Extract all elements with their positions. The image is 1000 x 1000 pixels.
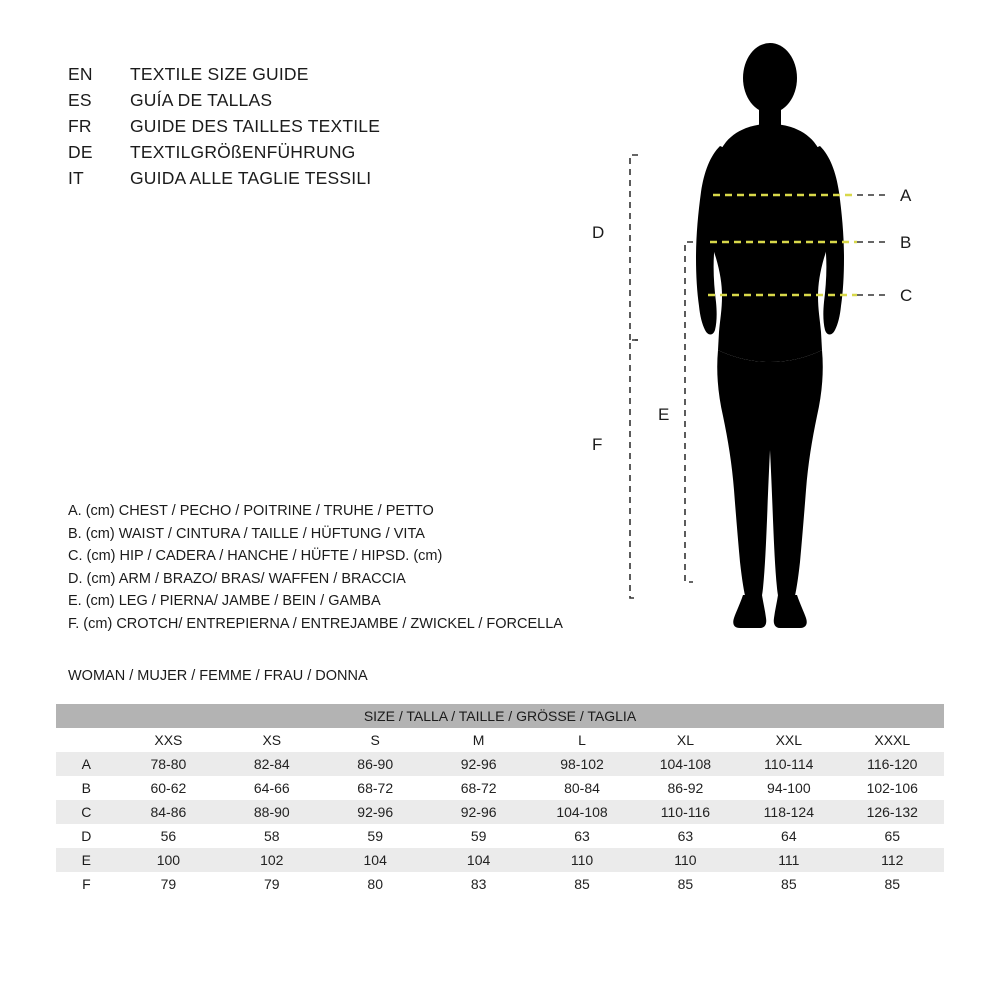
- measure-leader-lines: [857, 195, 890, 295]
- title-text-fr: GUIDE DES TAILLES TEXTILE: [130, 116, 381, 136]
- cell-f-xxl: 85: [737, 872, 840, 896]
- size-table: [56, 704, 944, 896]
- label-b: B: [900, 233, 912, 252]
- table-header-l: L: [530, 728, 633, 752]
- table-header-xl: XL: [634, 728, 737, 752]
- title-lang-es: ES: [68, 90, 92, 110]
- body-measurement-diagram: [560, 20, 980, 660]
- table-title: SIZE / TALLA / TAILLE / GRÖSSE / TAGLIA: [56, 704, 944, 728]
- cell-c-xs: 88-90: [220, 800, 323, 824]
- cell-e-xxs: 100: [117, 848, 220, 872]
- table-row: [56, 776, 944, 800]
- cell-e-m: 104: [427, 848, 530, 872]
- cell-e-l: 110: [530, 848, 633, 872]
- table-header-xxxl: XXXL: [841, 728, 944, 752]
- title-text-it: GUIDA ALLE TAGLIE TESSILI: [130, 168, 372, 188]
- table-header-m: M: [427, 728, 530, 752]
- cell-d-xxl: 64: [737, 824, 840, 848]
- table-row: [56, 848, 944, 872]
- title-lang-en: EN: [68, 64, 93, 84]
- label-c: C: [900, 286, 913, 305]
- cell-f-l: 85: [530, 872, 633, 896]
- cell-f-xl: 85: [634, 872, 737, 896]
- legend-item-f: F. (cm) CROTCH/ ENTREPIERNA / ENTREJAMBE / ZWICKEL / FORCELLA: [68, 615, 563, 632]
- cell-c-s: 92-96: [324, 800, 427, 824]
- row-label-d: D: [56, 824, 117, 848]
- row-label-e: E: [56, 848, 117, 872]
- cell-d-s: 59: [324, 824, 427, 848]
- table-header-s: S: [324, 728, 427, 752]
- cell-a-m: 92-96: [427, 752, 530, 776]
- label-f: F: [592, 435, 603, 454]
- table-row: [56, 752, 944, 776]
- cell-b-s: 68-72: [324, 776, 427, 800]
- female-silhouette-icon: [696, 43, 844, 628]
- title-lang-de: DE: [68, 142, 93, 162]
- label-d: D: [592, 223, 605, 242]
- cell-a-xxl: 110-114: [737, 752, 840, 776]
- title-text-es: GUÍA DE TALLAS: [130, 90, 273, 110]
- cell-f-xxxl: 85: [841, 872, 944, 896]
- cell-c-xl: 110-116: [634, 800, 737, 824]
- title-row: [68, 90, 528, 116]
- title-row: [68, 116, 528, 142]
- table-row: [56, 800, 944, 824]
- cell-a-l: 98-102: [530, 752, 633, 776]
- cell-e-xxxl: 112: [841, 848, 944, 872]
- bracket-d: [630, 155, 638, 340]
- title-text-de: TEXTILGRÖßENFÜHRUNG: [130, 142, 356, 162]
- cell-a-xs: 82-84: [220, 752, 323, 776]
- cell-c-xxl: 118-124: [737, 800, 840, 824]
- cell-f-xxs: 79: [117, 872, 220, 896]
- cell-b-xxl: 94-100: [737, 776, 840, 800]
- legend-item-e: E. (cm) LEG / PIERNA/ JAMBE / BEIN / GAMBA: [68, 593, 381, 609]
- cell-c-l: 104-108: [530, 800, 633, 824]
- row-label-a: A: [56, 752, 117, 776]
- row-label-c: C: [56, 800, 117, 824]
- cell-d-xxxl: 65: [841, 824, 944, 848]
- cell-d-xl: 63: [634, 824, 737, 848]
- legend-item-d: D. (cm) ARM / BRAZO/ BRAS/ WAFFEN / BRACCIA: [68, 570, 406, 587]
- row-label-b: B: [56, 776, 117, 800]
- cell-c-xxs: 84-86: [117, 800, 220, 824]
- cell-b-xl: 86-92: [634, 776, 737, 800]
- title-row: [68, 64, 528, 90]
- cell-a-xxxl: 116-120: [841, 752, 944, 776]
- title-lang-fr: FR: [68, 116, 92, 136]
- table-title-row: [56, 704, 944, 728]
- cell-e-xs: 102: [220, 848, 323, 872]
- label-a: A: [900, 186, 912, 205]
- cell-f-m: 83: [427, 872, 530, 896]
- cell-b-xxxl: 102-106: [841, 776, 944, 800]
- cell-e-xxl: 111: [737, 848, 840, 872]
- table-header-xxl: XXL: [737, 728, 840, 752]
- label-e: E: [658, 405, 670, 424]
- cell-b-l: 80-84: [530, 776, 633, 800]
- cell-a-s: 86-90: [324, 752, 427, 776]
- table-header-corner: [56, 728, 117, 752]
- cell-b-xs: 64-66: [220, 776, 323, 800]
- row-label-f: F: [56, 872, 117, 896]
- table-header-xxs: XXS: [117, 728, 220, 752]
- cell-b-m: 68-72: [427, 776, 530, 800]
- table-row: [56, 872, 944, 896]
- legend-item-c: C. (cm) HIP / CADERA / HANCHE / HÜFTE / HIPSD. (cm): [68, 548, 443, 564]
- table-header-xs: XS: [220, 728, 323, 752]
- cell-a-xl: 104-108: [634, 752, 737, 776]
- cell-d-m: 59: [427, 824, 530, 848]
- cell-c-m: 92-96: [427, 800, 530, 824]
- legend-item-b: B. (cm) WAIST / CINTURA / TAILLE / HÜFTUNG / VITA: [68, 525, 425, 542]
- table-header-row: [56, 728, 944, 752]
- cell-b-xxs: 60-62: [117, 776, 220, 800]
- title-text-en: TEXTILE SIZE GUIDE: [130, 64, 309, 84]
- cell-a-xxs: 78-80: [117, 752, 220, 776]
- legend-item-a: A. (cm) CHEST / PECHO / POITRINE / TRUHE / PETTO: [68, 503, 434, 519]
- title-row: [68, 168, 528, 194]
- cell-d-xs: 58: [220, 824, 323, 848]
- gender-label: WOMAN / MUJER / FEMME / FRAU / DONNA: [68, 668, 368, 684]
- title-block: [68, 64, 528, 194]
- title-row: [68, 142, 528, 168]
- cell-d-xxs: 56: [117, 824, 220, 848]
- cell-e-s: 104: [324, 848, 427, 872]
- bracket-f: [630, 340, 638, 598]
- cell-e-xl: 110: [634, 848, 737, 872]
- bracket-e: [685, 242, 693, 582]
- title-lang-it: IT: [68, 168, 84, 188]
- table-row: [56, 824, 944, 848]
- cell-f-s: 80: [324, 872, 427, 896]
- cell-f-xs: 79: [220, 872, 323, 896]
- cell-d-l: 63: [530, 824, 633, 848]
- cell-c-xxxl: 126-132: [841, 800, 944, 824]
